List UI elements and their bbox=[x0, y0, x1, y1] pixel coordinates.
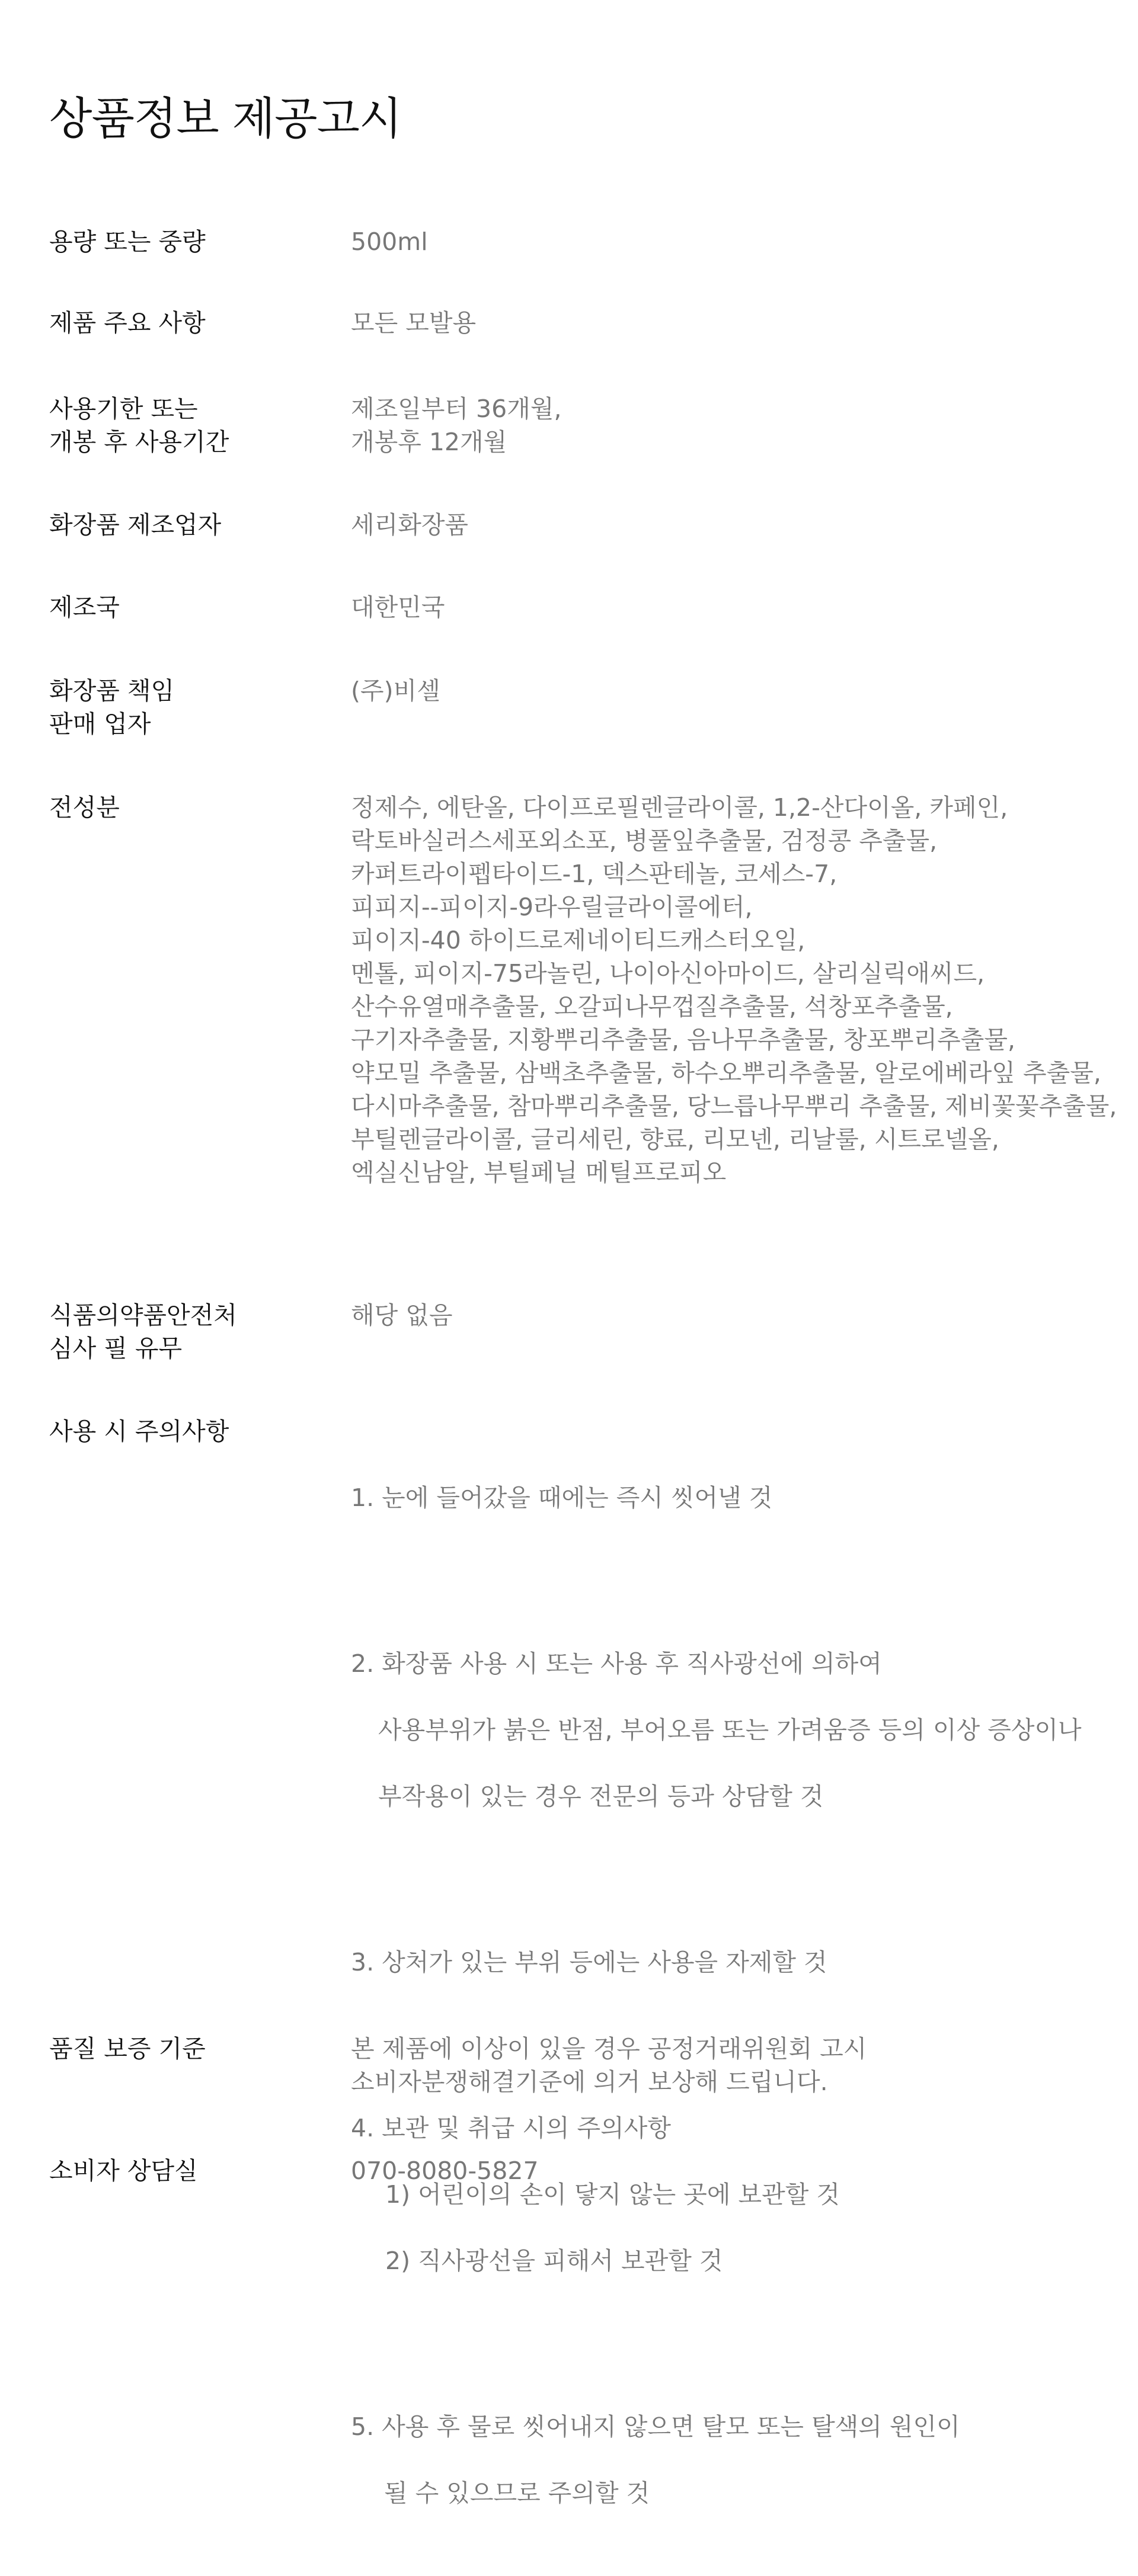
precaution-line: 부작용이 있는 경우 전문의 등과 상담할 것 bbox=[378, 1782, 824, 1811]
row-label: 제품 주요 사항 bbox=[49, 309, 206, 337]
row-value: 세리화장품 bbox=[351, 511, 469, 539]
row-value: 해당 없음 bbox=[351, 1301, 453, 1329]
row-label: 소비자 상담실 bbox=[49, 2157, 198, 2185]
row-value: 500ml bbox=[351, 228, 428, 256]
precaution-line: 1) 어린이의 손이 닿지 않는 곳에 보관할 것 bbox=[385, 2180, 840, 2209]
row-label: 용량 또는 중량 bbox=[49, 228, 206, 256]
row-label: 제조국 bbox=[49, 593, 120, 621]
row-value: 대한민국 bbox=[351, 593, 445, 621]
row-value: 정제수, 에탄올, 다이프로필렌글라이콜, 1,2-산다이올, 카페인, 락토바실러스세포외소포, 병풀잎추출물, 검정콩 추출물, 카퍼트라이펩타이드-1, 덱스판테놀, 코세스-7, 피피지--피이지-9라우릴글라이콜에터, 피이지-40 하이드로제네이티드캐스터오일, 멘톨, 피이지-75라놀린, 나이아신아마이드, 살리실릭애씨드, 산수유열매추출물, 오갈피나무껍질추출물, 석창포추출물, 구기자추출물, 지황뿌리추출물, 음나무추출물, 창포뿌리추출물, 약모밀 추출물, 삼백초추출물, 하수오뿌리추출물, 알로에베라잎 추출물, 다시마추출물, 참마뿌리추출물, 당느릅나무뿌리 추출물, 제비꽃꽃추출물, 부틸렌글라이콜, 글리세린, 향료, 리모넨, 리날룰, 시트로넬올, 엑실신남알, 부틸페닐 메틸프로피오 bbox=[351, 793, 1117, 1187]
precaution-item bbox=[351, 1614, 1121, 1846]
row-label: 전성분 bbox=[49, 793, 120, 822]
row-value: 모든 모발용 bbox=[351, 309, 477, 337]
precaution-line: 4. 보관 및 취급 시의 주의사항 bbox=[351, 2114, 671, 2142]
precaution-line: 2. 화장품 사용 시 또는 사용 후 직사광선에 의하여 bbox=[351, 1649, 882, 1678]
precaution-line: 사용부위가 붉은 반점, 부어오름 또는 가려움증 등의 이상 증상이나 bbox=[378, 1716, 1082, 1744]
precaution-line: 1. 눈에 들어갔을 때에는 즉시 씻어낼 것 bbox=[351, 1484, 773, 1512]
precaution-item bbox=[351, 2078, 1121, 2311]
precaution-line: 2) 직사광선을 피해서 보관할 것 bbox=[385, 2247, 723, 2275]
row-label: 화장품 제조업자 bbox=[49, 511, 222, 539]
precaution-item bbox=[351, 1912, 1121, 2012]
row-value: 제조일부터 36개월, 개봉후 12개월 bbox=[351, 395, 562, 456]
row-value: (주)비셀 bbox=[351, 677, 440, 705]
row-label: 사용 시 주의사항 bbox=[49, 1417, 229, 1446]
precaution-item bbox=[351, 1448, 1121, 1547]
row-label: 사용기한 또는 개봉 후 사용기간 bbox=[49, 395, 229, 456]
precaution-item bbox=[351, 2377, 1121, 2543]
row-label: 식품의약품안전처 심사 필 유무 bbox=[49, 1301, 237, 1363]
row-label: 화장품 책임 판매 업자 bbox=[49, 677, 175, 738]
page-title: 상품정보 제공고시 bbox=[49, 92, 402, 145]
precaution-line: 5. 사용 후 물로 씻어내지 않으면 탈모 또는 탈색의 원인이 bbox=[351, 2412, 960, 2441]
row-value: 본 제품에 이상이 있을 경우 공정거래위원회 고시 소비자분쟁해결기준에 의거 보상해 드립니다. bbox=[351, 2034, 867, 2096]
precaution-line: 될 수 있으므로 주의할 것 bbox=[384, 2479, 650, 2507]
precaution-line: 3. 상처가 있는 부위 등에는 사용을 자제할 것 bbox=[351, 1948, 827, 1976]
precautions-list bbox=[351, 1415, 1121, 2576]
customer-service-phone: 070-8080-5827 bbox=[351, 2157, 539, 2185]
row-label: 품질 보증 기준 bbox=[49, 2034, 206, 2063]
